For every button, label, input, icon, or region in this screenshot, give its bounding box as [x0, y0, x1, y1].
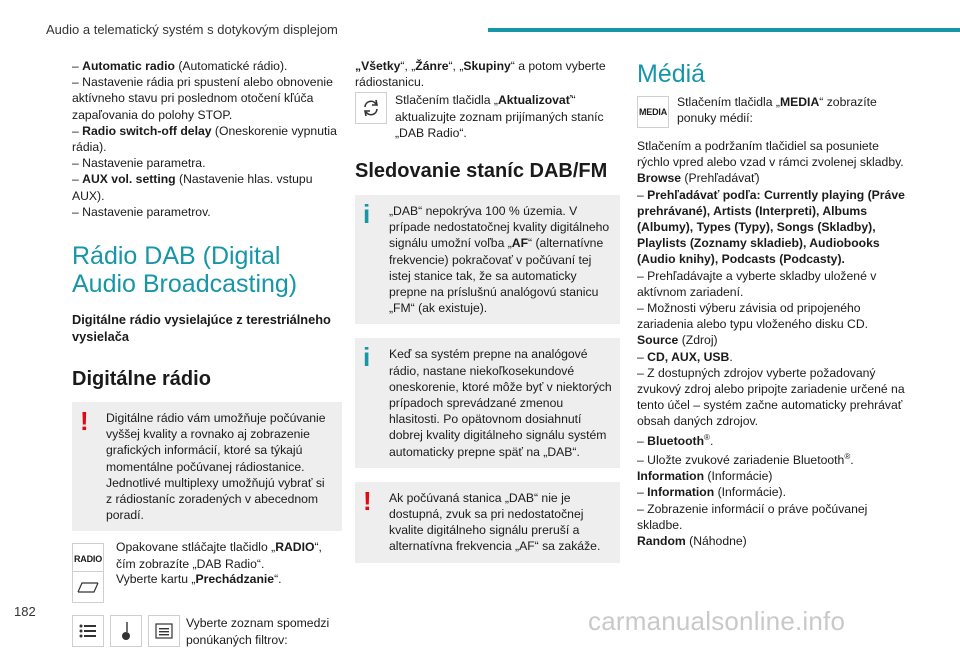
menu-sub: – Prehľadávajte a vyberte skladby uložené v aktívnom zariadení.: [637, 268, 877, 299]
menu-entry: [637, 332, 907, 348]
warning-icon: !: [80, 406, 89, 437]
entry-desc: (Zdroj): [678, 333, 718, 348]
text-part: (Informácie).: [714, 485, 786, 500]
note-text: Ak počúvaná stanica „DAB“ nie je dostupná, zvuk sa pri nedostatočnej kvalite digitálneho signálu preruší a alternatívna frekvencia „AF“ sa zakáže.: [389, 490, 601, 554]
settings-item: – Nastavenie parametra.: [72, 156, 206, 171]
text-bold: AF: [511, 236, 529, 251]
entry-desc: (Informácie): [704, 469, 773, 484]
text-part: Stlačením tlačidla „: [677, 95, 780, 109]
guitar-icon: [110, 615, 142, 647]
text-bold: Bluetooth: [647, 433, 705, 448]
text-part: “ (alternatívne frekvencie) pokračovať v počúvaní tej istej stanice tak, že sa automaticky prepne na príslušnú analógovú stanicu „FM“ (ak existuje).: [389, 236, 604, 316]
filter-genres: Žánre: [415, 59, 449, 73]
text-part: Vyberte kartu „: [116, 572, 196, 587]
text-part: “ aktualizujte zoznam prijímaných staníc „DAB Radio“.: [395, 93, 604, 140]
text-bold: RADIO: [275, 540, 315, 555]
settings-item: – Nastavenie parametrov.: [72, 204, 211, 219]
browse-tab-icon: [72, 571, 104, 603]
note-text: Digitálne rádio vám umožňuje počúvanie vyššej kvality a rovnako aj zobrazenie grafických informácií, ktoré sa týkajú momentálne počúvanej rádiostanice. Jednotlivé multiplexy umožňujú vybrať si z rádiostaníc zoradených v abecednom poradí.: [106, 411, 326, 523]
section-title-media: Médiá: [637, 60, 706, 88]
browse-shape: [76, 580, 100, 594]
column-3: [637, 58, 907, 549]
menu-sub: – Information (Informácie).: [637, 485, 786, 500]
instruction-text: Vyberte zoznam spomedzi ponúkaných filtrov:: [186, 616, 330, 647]
filter-all: „Všetky: [355, 59, 401, 73]
text-bold: Prehľadávať podľa: Currently playing (Práve prehrávané), Artists (Interpreti), Albums (Albumy), Types (Typy), Songs (Skladby), Playlists (Zoznamy skladieb), Audiobooks (Audio knihy), Podcasts (Podcasty).: [637, 187, 905, 267]
menu-sub: – Z dostupných zdrojov vyberte požadovaný zvukový zdroj alebo pripojte zariadenie určené na tento účel – systém začne automaticky prehrávať obsah daných zdrojov.: [637, 365, 905, 429]
text-part: “, „: [448, 59, 464, 73]
text-bold: CD, AUX, USB: [647, 349, 730, 364]
group-list-icon: [148, 615, 180, 647]
text-bold: Aktualizovať: [497, 93, 572, 108]
page-number: 182: [14, 604, 36, 619]
entry-name: Source: [637, 333, 679, 348]
radio-instruction: [72, 539, 342, 571]
text-part: “ zobrazíte ponuky médií:: [677, 95, 877, 126]
menu-sub: – Uložte zvukové zariadenie Bluetooth®.: [637, 451, 854, 467]
entry-desc: (Prehľadávať): [681, 171, 760, 186]
text-part: „DAB“ nepokrýva 100 % územia. V prípade nedostatočnej kvality digitálneho signálu umožní voľba „: [389, 204, 610, 251]
menu-entry: [637, 468, 907, 484]
setting-desc: (Nastavenie hlas. vstupu AUX).: [72, 172, 313, 203]
menu-sub: – Možnosti výberu závisia od pripojeného zariadenia alebo typu vloženého disku CD.: [637, 301, 869, 332]
settings-item: – Nastavenie rádia pri spustení alebo obnovenie aktívneho stavu pri poslednom otočení kľúča zapaľovania do polohy STOP.: [72, 75, 333, 122]
info-note: [355, 195, 620, 324]
filter-groups: Skupiny: [463, 59, 511, 73]
text-part: Stlačením tlačidla „: [395, 93, 498, 108]
menu-entry: [637, 170, 907, 186]
text-part: “ a potom vyberte rádiostanicu.: [355, 59, 606, 90]
media-icon-label: MEDIA: [639, 106, 667, 117]
browse-instruction: [72, 571, 342, 601]
warning-icon: !: [363, 485, 372, 516]
media-instruction: [637, 94, 907, 130]
instruction-text: [637, 94, 907, 126]
menu-sub: – Zobrazenie informácií o práve počúvanej skladbe.: [637, 501, 868, 532]
column-2: [355, 58, 620, 563]
header-accent-bar: [488, 28, 960, 32]
radio-icon-label: RADIO: [74, 554, 102, 565]
text-bold: Prechádzanie: [195, 572, 275, 587]
setting-name: Automatic radio: [82, 59, 175, 73]
entry-desc: (Náhodne): [685, 534, 747, 548]
instruction-text: [72, 571, 342, 587]
setting-desc: (Oneskorenie vypnutia rádia).: [72, 123, 337, 155]
watermark: carmanualsonline.info: [588, 606, 846, 636]
warning-note: [72, 402, 342, 531]
instruction-text: [355, 92, 620, 141]
header-title: Audio a telematický systém s dotykovým displejom: [46, 22, 338, 37]
menu-sub: – CD, AUX, USB.: [637, 349, 733, 364]
setting-desc: (Automatické rádio).: [174, 59, 288, 73]
section-subtitle: Digitálne rádio vysielajúce z terestriálneho vysielača: [72, 312, 331, 345]
text-bold: Information: [647, 485, 715, 500]
text-part: “, „: [400, 59, 416, 73]
text-part: “.: [274, 572, 282, 587]
entry-name: Information: [637, 469, 705, 484]
paragraph: Stlačením a podržaním tlačidiel sa posuniete rýchlo vpred alebo vzad v rámci zvolenej skladby.: [637, 139, 904, 170]
menu-sub: – Bluetooth®.: [637, 432, 714, 448]
setting-name: Radio switch-off delay: [82, 123, 212, 138]
section-title-dab: Rádio DAB (Digital Audio Broadcasting): [72, 242, 298, 299]
info-icon: i: [363, 342, 371, 373]
settings-item: – AUX vol. setting (Nastavenie hlas. vstupu AUX).: [72, 172, 313, 203]
text-bold: MEDIA: [779, 95, 820, 109]
menu-entry: [637, 533, 907, 549]
text-part: Opakovane stláčajte tlačidlo „: [116, 540, 276, 555]
column-1: [72, 58, 342, 655]
menu-sub: – Prehľadávať podľa: Currently playing (Práve prehrávané), Artists (Interpreti), Albums (Albumy), Types (Typy), Songs (Skladby), Playlists (Zoznamy skladieb), Audiobooks (Audio knihy), Podcasts (Podcasty).: [637, 187, 905, 267]
entry-name: Random: [637, 534, 686, 548]
note-text: [363, 199, 612, 316]
section-title-digital-radio: Digitálne rádio: [72, 368, 211, 391]
settings-item: – Radio switch-off delay (Oneskorenie vypnutia rádia).: [72, 123, 337, 155]
update-instruction: [355, 92, 620, 141]
info-note: [355, 338, 620, 467]
filters-instruction: [72, 615, 342, 655]
note-text: Keď sa systém prepne na analógové rádio, nastane niekoľkosekundové oneskorenie, ktoré môže byť v niektorých prípadoch sprevádzané zmenou hlasitosti. Po opätovnom dosiahnutí dobrej kvality digitálneho signálu systém automaticky prepne späť na „DAB“.: [389, 347, 612, 459]
info-icon: i: [363, 199, 371, 230]
instruction-text: [72, 539, 342, 571]
text-part: “, čím zobrazíte „DAB Radio“.: [116, 540, 322, 571]
text-part: – Uložte zvukové zariadenie Bluetooth: [637, 452, 845, 467]
filters-options: [355, 58, 620, 90]
refresh-icon: [355, 92, 387, 124]
setting-name: AUX vol. setting: [82, 172, 176, 187]
settings-item: – Automatic radio (Automatické rádio).: [72, 59, 288, 73]
warning-note: [355, 482, 620, 563]
media-button-icon: [637, 96, 669, 128]
entry-name: Browse: [637, 171, 682, 186]
section-title-follow: Sledovanie staníc DAB/FM: [355, 160, 608, 183]
list-icon: [72, 615, 104, 647]
